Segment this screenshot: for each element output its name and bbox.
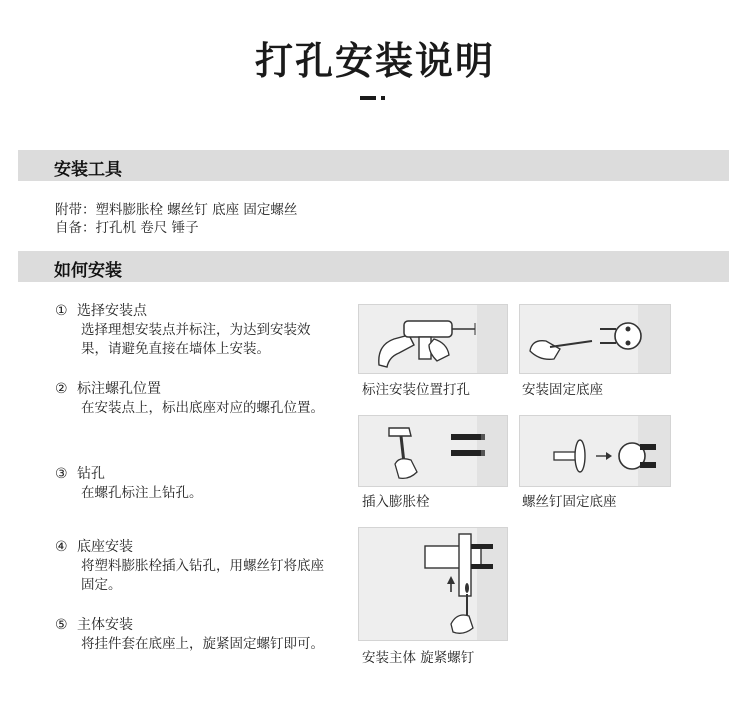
illustration-1-caption: 标注安装位置打孔 [362,382,470,398]
drill-icon [358,304,508,374]
step-5-body: 将挂件套在底座上，旋紧固定螺钉即可。 [81,636,324,652]
step-1-title: ① 选择安装点 [55,303,147,319]
tools-included: 附带：塑料膨胀栓 螺丝钉 底座 固定螺丝 [55,202,298,218]
tools-self-prepared: 自备：打孔机 卷尺 锤子 [55,220,199,236]
mount-body-icon [358,527,508,641]
illustration-4-caption: 螺丝钉固定底座 [522,494,617,510]
title-underline [360,96,376,100]
tools-section-title: 安装工具 [54,160,122,180]
illustration-2-caption: 安装固定底座 [522,382,603,398]
step-4-number: ④ [55,539,68,555]
title-dot [381,96,385,100]
step-4-title: ④ 底座安装 [55,539,133,555]
step-2-number: ② [55,381,68,397]
hammer-anchor-icon [358,415,508,487]
step-4-body: 将塑料膨胀栓插入钻孔，用螺丝钉将底座固定。 [81,558,324,593]
illustration-5-caption: 安装主体 旋紧螺钉 [362,650,475,666]
base-screw-icon [519,415,671,487]
step-5-number: ⑤ [55,617,68,633]
how-section-title: 如何安装 [54,261,122,281]
step-2-body: 在安装点上，标出底座对应的螺孔位置。 [81,400,324,416]
step-1-body: 选择理想安装点并标注，为达到安装效果，请避免直接在墙体上安装。 [81,322,311,357]
step-5-title: ⑤ 主体安装 [55,617,133,633]
step-3-body: 在螺孔标注上钻孔。 [81,485,203,501]
page-title: 打孔安装说明 [254,39,495,83]
step-3-title: ③ 钻孔 [55,466,105,482]
step-3-number: ③ [55,466,68,482]
illustration-3-caption: 插入膨胀栓 [362,494,430,510]
step-2-title: ② 标注螺孔位置 [55,381,161,397]
screwdriver-base-icon [519,304,671,374]
step-1-number: ① [55,303,68,319]
tools-section-header [18,150,729,181]
how-section-header [18,251,729,282]
